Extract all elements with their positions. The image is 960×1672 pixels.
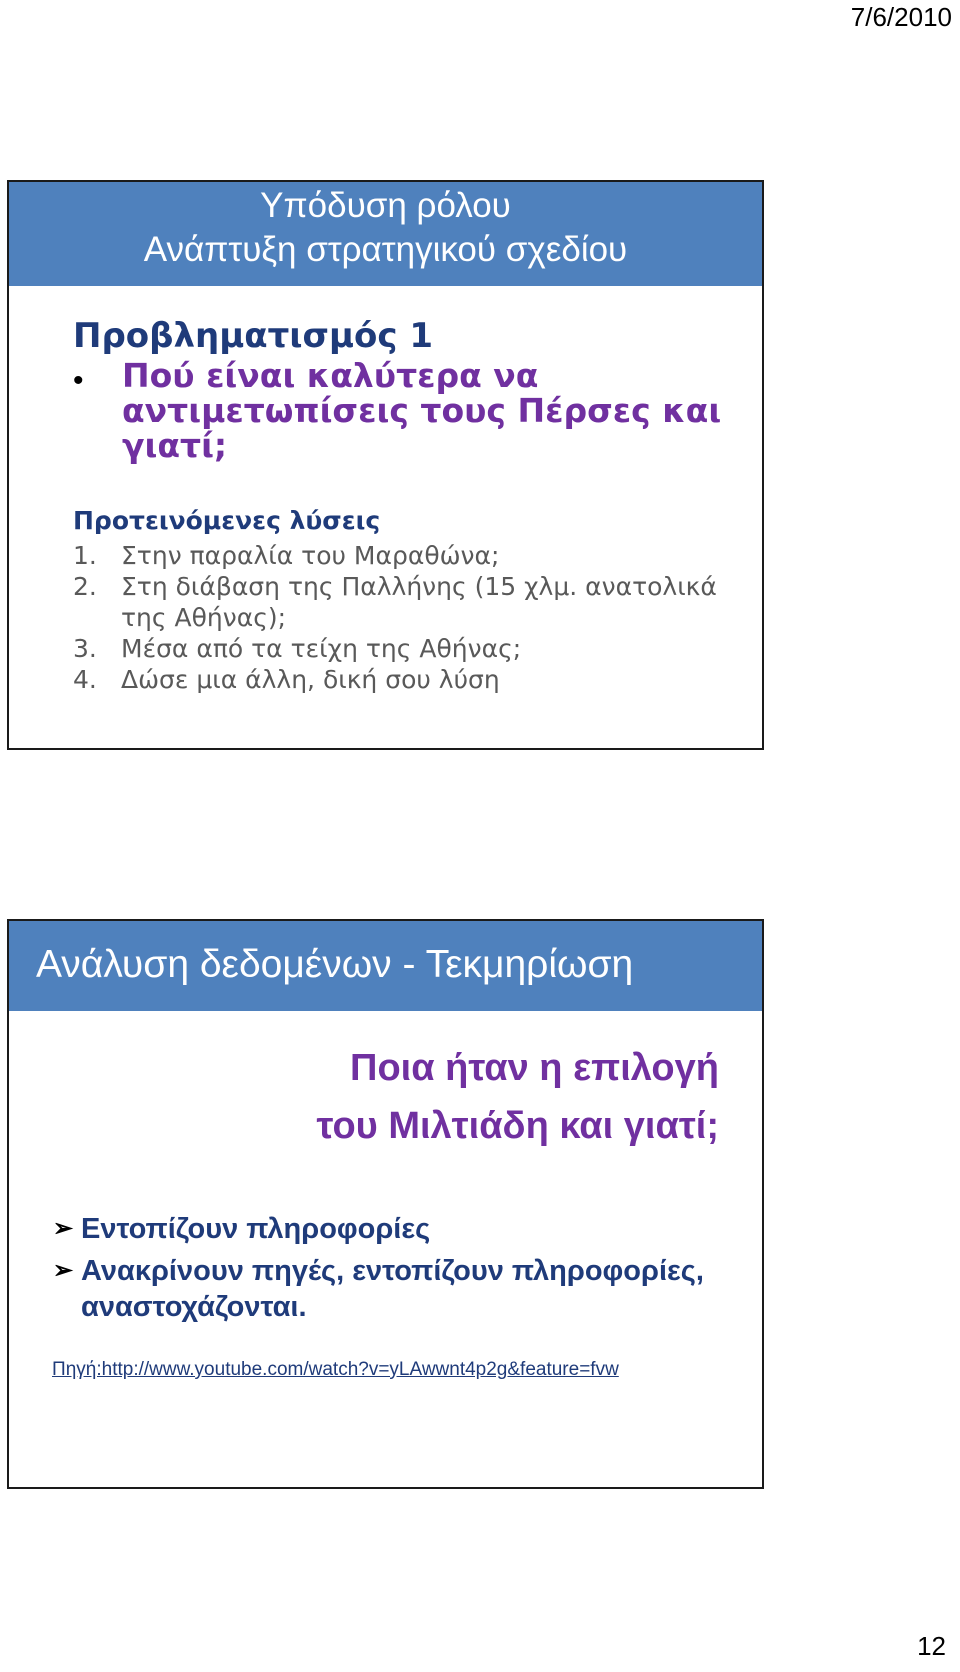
source-link[interactable]: Πηγή:http://www.youtube.com/watch?v=yLAwwnt4p2g&feature=fvw — [52, 1359, 619, 1380]
list-item — [73, 664, 733, 695]
slide-header — [9, 921, 762, 1011]
arrow-bullet-icon: ➢ — [53, 1257, 74, 1284]
list-item — [73, 633, 733, 664]
list-number: 4. — [73, 665, 97, 694]
question-text — [317, 1039, 719, 1155]
bullet-icon: • — [73, 364, 84, 397]
list-item — [53, 1211, 743, 1247]
question-text: Πού είναι καλύτερα να αντιμετωπίσεις τους Πέρσες και γιατί; — [122, 356, 722, 465]
solutions-title: Προτεινόμενες λύσεις — [73, 506, 381, 535]
question-title: Προβληματισμός 1 — [73, 316, 434, 356]
solutions-list — [73, 540, 733, 695]
page-date: 7/6/2010 — [850, 2, 952, 32]
activities-list — [53, 1211, 743, 1331]
arrow-bullet-icon: ➢ — [53, 1215, 74, 1242]
page-number: 12 — [917, 1631, 946, 1661]
list-item — [53, 1253, 743, 1325]
list-text: Στην παραλία του Μαραθώνα; — [121, 541, 500, 570]
slide-title-line1: Υπόδυση ρόλου — [260, 186, 511, 225]
slide-header — [9, 182, 762, 286]
list-number: 1. — [73, 541, 97, 570]
question-line1: Ποια ήταν η επιλογή — [350, 1047, 719, 1089]
slide-title-line2: Ανάπτυξη στρατηγικού σχεδίου — [143, 230, 628, 269]
list-number: 2. — [73, 572, 97, 601]
list-text: Εντοπίζουν πληροφορίες — [81, 1213, 431, 1245]
list-text: Ανακρίνουν πηγές, εντοπίζουν πληροφορίες, αναστοχάζονται. — [81, 1255, 704, 1323]
list-item — [73, 571, 733, 633]
question-line2: του Μιλτιάδη και γιατί; — [316, 1105, 719, 1147]
slide-data-analysis — [7, 919, 764, 1489]
list-text: Μέσα από τα τείχη της Αθήνας; — [121, 634, 522, 663]
list-text: Στη διάβαση της Παλλήνης (15 χλμ. ανατολικά της Αθήνας); — [121, 572, 717, 632]
slide-role-play — [7, 180, 764, 750]
list-text: Δώσε μια άλλη, δική σου λύση — [121, 665, 500, 694]
slide-title: Ανάλυση δεδομένων - Τεκμηρίωση — [36, 943, 634, 986]
list-number: 3. — [73, 634, 97, 663]
list-item — [73, 540, 733, 571]
